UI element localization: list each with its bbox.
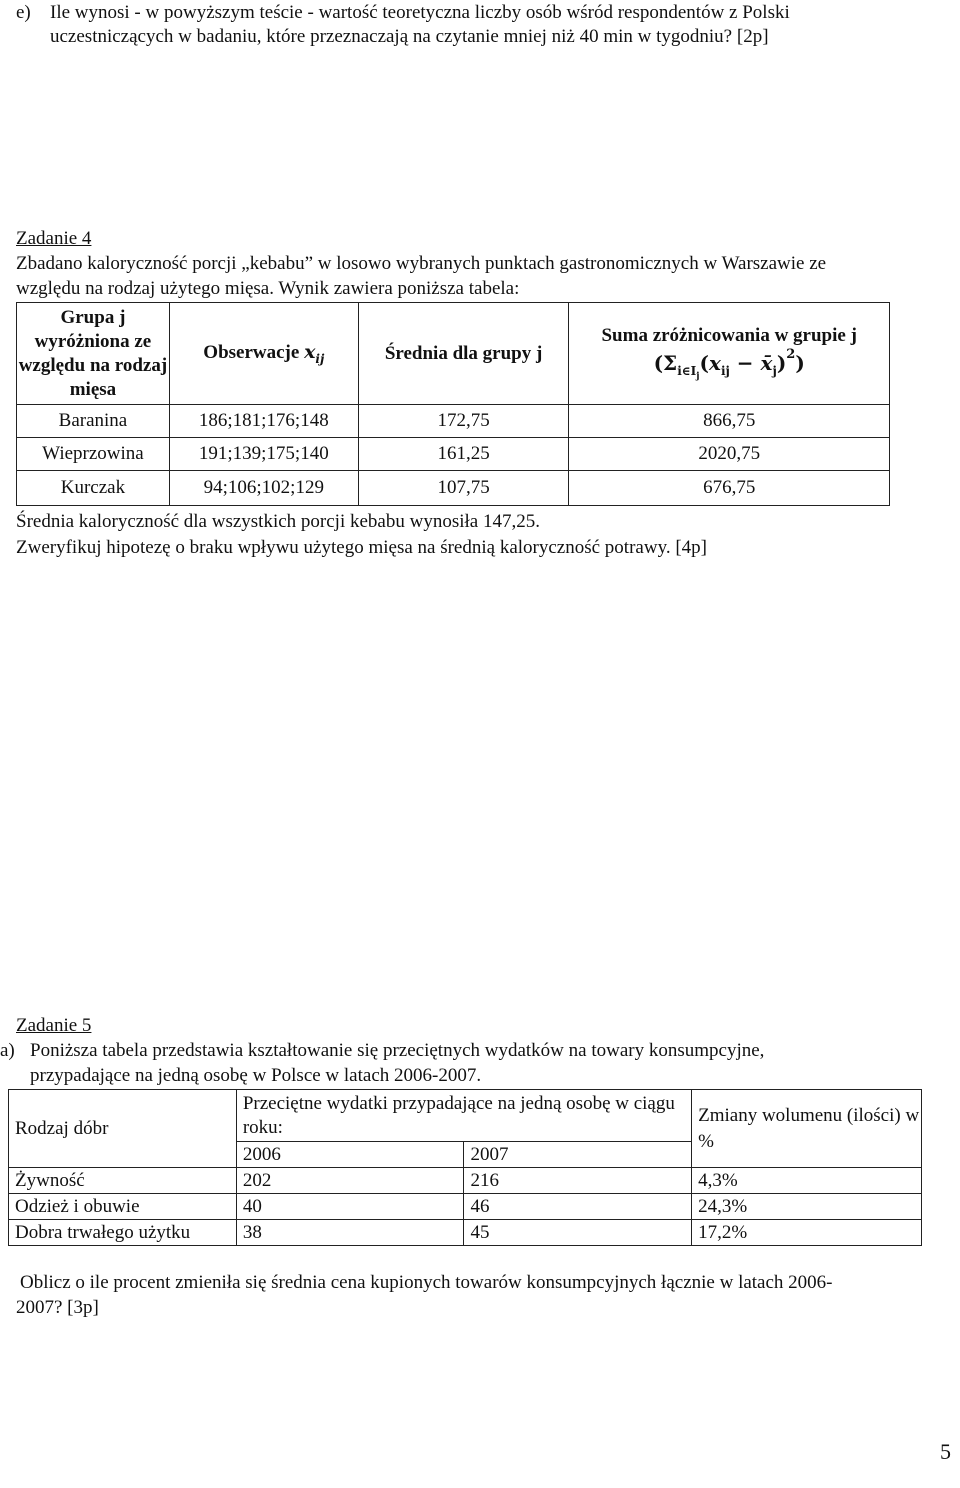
table-row: Dobra trwałego użytku 38 45 17,2% bbox=[9, 1220, 922, 1246]
task4-title: Zadanie 4 bbox=[16, 228, 92, 249]
task5-table bbox=[8, 1089, 922, 1246]
header-expense: Przeciętne wydatki przypadające na jedną osobę w ciągu roku: bbox=[236, 1090, 691, 1142]
variation-formula: ($\Sigma_{i\in I_j}(x_{ij}$ − $x̄_j)^2$) bbox=[653, 347, 805, 382]
table-row: Żywność 202 216 4,3% bbox=[9, 1168, 922, 1194]
page-number: 5 bbox=[940, 1439, 951, 1464]
task5-title: Zadanie 5 bbox=[16, 1015, 92, 1036]
task5-question-line2: 2007? [3p] bbox=[16, 1297, 99, 1318]
task5-question-line1: Oblicz o ile procent zmieniła się średnia cena kupionych towarów konsumpcyjnych łącznie w latach 2006- bbox=[20, 1272, 833, 1293]
table-row: Kurczak 94;106;102;129 107,75 676,75 bbox=[17, 471, 890, 506]
header-mean: Średnia dla grupy j bbox=[358, 303, 569, 405]
header-year-2007: 2007 bbox=[464, 1142, 692, 1168]
table-row: Wieprzowina 191;139;175;140 161,25 2020,75 bbox=[17, 438, 890, 471]
question-e-label: e) bbox=[16, 2, 31, 23]
task5-part-a-line2: przypadające na jedną osobę w Polsce w latach 2006-2007. bbox=[30, 1065, 482, 1086]
task4-intro-line1: Zbadano kaloryczność porcji „kebabu” w losowo wybranych punktach gastronomicznych w Warszawie ze bbox=[16, 253, 827, 274]
header-group: Grupa j wyróżniona ze względu na rodzaj mięsa bbox=[17, 303, 170, 405]
task4-table bbox=[16, 302, 890, 506]
table-row: Odzież i obuwie 40 46 24,3% bbox=[9, 1194, 922, 1220]
table-row: Baranina 186;181;176;148 172,75 866,75 bbox=[17, 405, 890, 438]
header-variation: Suma zróżnicowania w grupie j ($\Sigma_{i\in I_j}(x_{ij}$ − $x̄_j)^2$) bbox=[569, 303, 890, 405]
header-observations: Obserwacje $x_{ij}$ bbox=[169, 303, 358, 405]
task5-part-a-label: a) bbox=[0, 1040, 15, 1061]
header-change: Zmiany wolumenu (ilości) w % bbox=[692, 1090, 922, 1168]
task4-note2: Zweryfikuj hipotezę o braku wpływu użytego mięsa na średnią kaloryczność potrawy. [4p] bbox=[16, 537, 707, 558]
task4-note1: Średnia kaloryczność dla wszystkich porcji kebabu wynosiła 147,25. bbox=[16, 511, 540, 532]
header-type: Rodzaj dóbr bbox=[9, 1090, 237, 1168]
task5-part-a-line1: Poniższa tabela przedstawia kształtowanie się przeciętnych wydatków na towary konsumpcyjne, bbox=[30, 1040, 765, 1061]
question-e-line2: uczestniczących w badaniu, które przeznaczają na czytanie mniej niż 40 min w tygodniu? [2p] bbox=[50, 26, 769, 47]
task4-intro-line2: względu na rodzaj użytego mięsa. Wynik zawiera poniższa tabela: bbox=[16, 278, 520, 299]
header-year-2006: 2006 bbox=[236, 1142, 464, 1168]
question-e-line1: Ile wynosi - w powyższym teście - wartość teoretyczna liczby osób wśród respondentów z Polski bbox=[50, 2, 790, 23]
